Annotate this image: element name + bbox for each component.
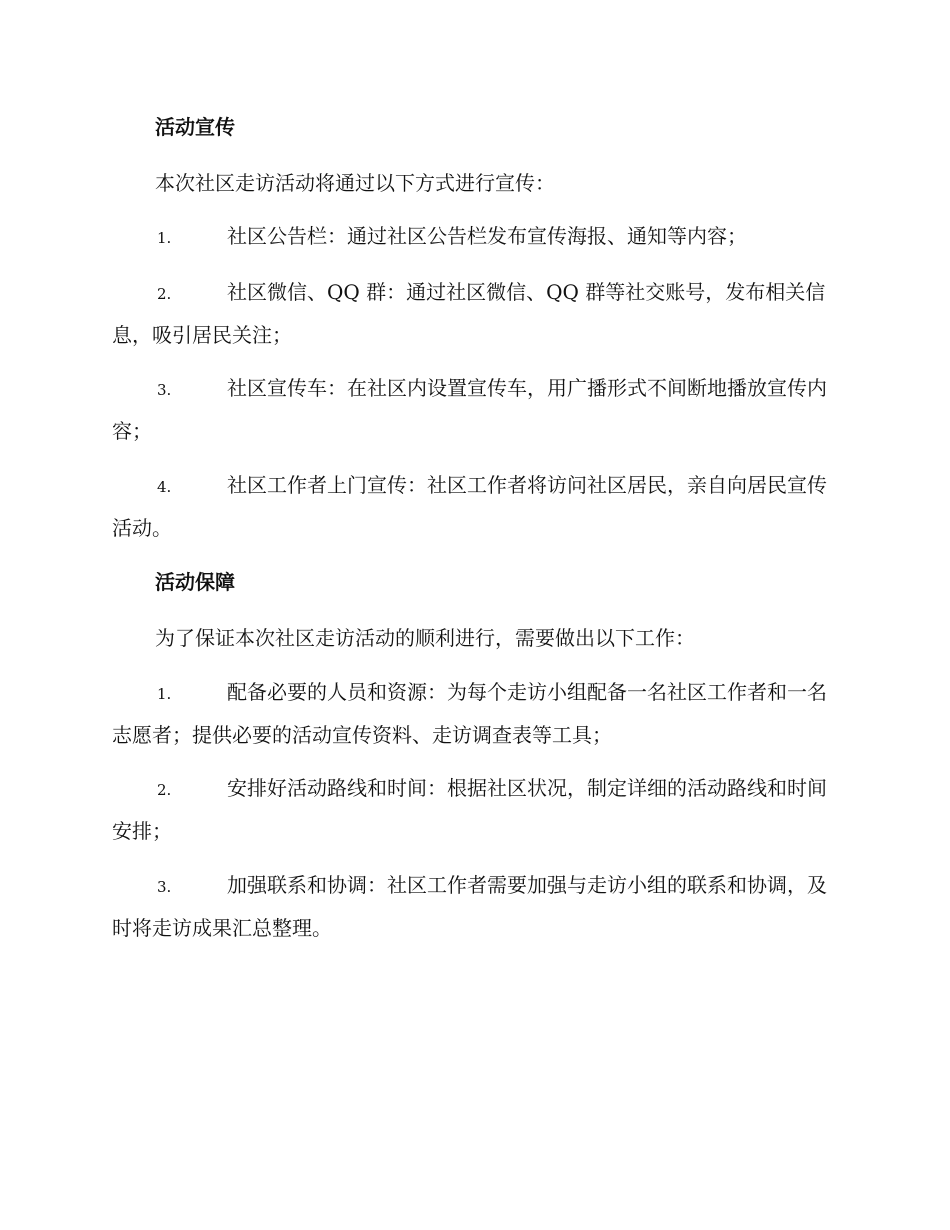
list-item-text: 社区宣传车：在社区内设置宣传车，用广播形式不间断地播放宣传内容； bbox=[112, 376, 827, 443]
list-item-number: 2. bbox=[157, 285, 172, 303]
list-item-text: 安排好活动路线和时间：根据社区状况，制定详细的活动路线和时间安排； bbox=[112, 776, 827, 843]
section-heading-publicity: 活动宣传 bbox=[155, 115, 235, 139]
list-item bbox=[112, 272, 836, 356]
list-item-text: 社区微信、QQ 群：通过社区微信、QQ 群等社交账号，发布相关信息，吸引居民关注； bbox=[112, 280, 826, 347]
list-item-number: 4. bbox=[157, 478, 172, 496]
list-item bbox=[112, 865, 836, 949]
list-item-number: 1. bbox=[157, 229, 172, 247]
list-item-text: 社区公告栏：通过社区公告栏发布宣传海报、通知等内容； bbox=[227, 224, 747, 248]
list-item-number: 3. bbox=[157, 381, 172, 399]
list-item bbox=[112, 216, 836, 259]
list-item bbox=[112, 672, 836, 756]
list-item-text: 社区工作者上门宣传：社区工作者将访问社区居民，亲自向居民宣传活动。 bbox=[112, 473, 827, 540]
section-intro-guarantee: 为了保证本次社区走访活动的顺利进行，需要做出以下工作： bbox=[155, 626, 695, 650]
list-item-number: 1. bbox=[157, 685, 172, 703]
list-item-text: 加强联系和协调：社区工作者需要加强与走访小组的联系和协调，及时将走访成果汇总整理。 bbox=[112, 873, 827, 940]
list-item bbox=[112, 368, 836, 452]
list-item-number: 2. bbox=[157, 781, 172, 799]
list-item bbox=[112, 465, 836, 549]
list-item bbox=[112, 768, 836, 852]
section-heading-guarantee: 活动保障 bbox=[155, 570, 235, 594]
list-item-number: 3. bbox=[157, 878, 172, 896]
list-item-text: 配备必要的人员和资源：为每个走访小组配备一名社区工作者和一名志愿者；提供必要的活动宣传资料、走访调查表等工具； bbox=[112, 680, 827, 747]
section-intro-publicity: 本次社区走访活动将通过以下方式进行宣传： bbox=[155, 171, 555, 195]
